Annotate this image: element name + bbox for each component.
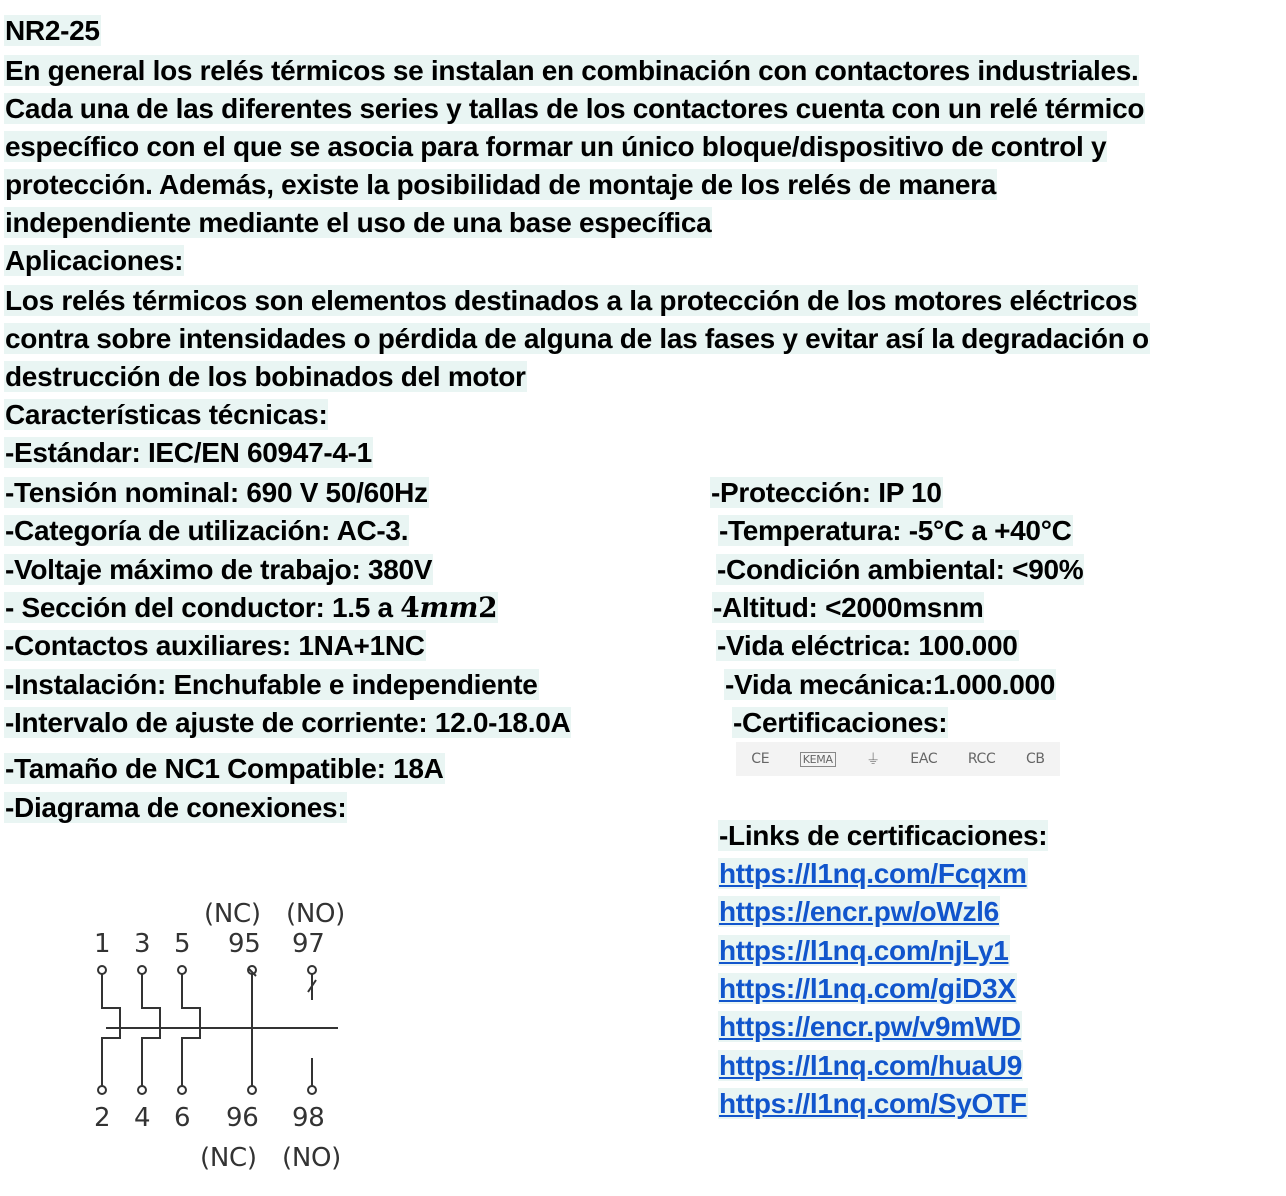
terminal-circle [178, 966, 186, 974]
terminal-label: 3 [134, 929, 151, 959]
cert-link[interactable]: https://l1nq.com/Fcqxm [719, 858, 1027, 889]
applications-heading: Aplicaciones: [5, 245, 184, 276]
cert-link[interactable]: https://encr.pw/v9mWD [719, 1011, 1021, 1042]
heater-element [102, 974, 120, 1086]
terminal-label: 2 [94, 1103, 111, 1133]
cert-link-row [718, 857, 1028, 891]
diagram-top-nc-label: (NC) [204, 899, 261, 929]
spec-right: -Protección: IP 10 [711, 477, 942, 508]
terminal-circle [98, 1086, 106, 1094]
spec-standard: -Estándar: IEC/EN 60947-4-1 [5, 437, 372, 468]
terminal-circle [308, 966, 316, 974]
spec-conductor-section: - Sección del conductor: 1.5 a 4mm2 [5, 591, 498, 624]
connection-diagram [86, 888, 376, 1188]
description-line: protección. Además, existe la posibilidad de montaje de los relés de manera [5, 169, 997, 200]
spec-left: -Contactos auxiliares: 1NA+1NC [5, 630, 425, 661]
spec-right: -Certificaciones: [733, 707, 948, 738]
applications-line: Los relés térmicos son elementos destinados a la protección de los motores eléctricos [5, 285, 1138, 316]
certification-logos [736, 742, 1060, 776]
terminal-label: 4 [134, 1103, 151, 1133]
spec-right: -Temperatura: -5°C a +40°C [719, 515, 1072, 546]
cert-link-row [718, 934, 1010, 968]
description-line: Cada una de las diferentes series y tallas de los contactores cuenta con un relé térmico [5, 93, 1145, 124]
cert-link[interactable]: https://l1nq.com/giD3X [719, 973, 1016, 1004]
cert-link-row [718, 1010, 1022, 1044]
description-line: específico con el que se asocia para formar un único bloque/dispositivo de control y [5, 131, 1107, 162]
diagram-bottom-nc-label: (NC) [200, 1143, 257, 1173]
spec-right: -Vida eléctrica: 100.000 [717, 630, 1018, 661]
diagram-heading: -Diagrama de conexiones: [5, 792, 347, 823]
spec-right: -Altitud: <2000msnm [713, 592, 984, 623]
terminal-label: 1 [94, 929, 111, 959]
ground-mark-icon: ⏚ [866, 752, 880, 768]
eac-mark-icon: EAC [910, 751, 938, 767]
cb-mark-icon: CB [1025, 751, 1045, 767]
cert-link[interactable]: https://l1nq.com/SyOTF [719, 1088, 1027, 1119]
terminal-label: 96 [226, 1103, 259, 1133]
terminal-label: 95 [228, 929, 261, 959]
terminal-circle [178, 1086, 186, 1094]
terminal-label: 98 [292, 1103, 325, 1133]
rcc-mark-icon: RCC [967, 751, 996, 767]
heater-element [182, 974, 200, 1086]
spec-right: -Vida mecánica:1.000.000 [725, 669, 1056, 700]
spec-left: -Intervalo de ajuste de corriente: 12.0-18.0A [5, 707, 571, 738]
terminal-label: 5 [174, 929, 191, 959]
cert-link[interactable]: https://l1nq.com/njLy1 [719, 935, 1009, 966]
cert-link-row [718, 895, 1000, 929]
spec-right: -Condición ambiental: <90% [717, 554, 1084, 585]
specs-heading: Características técnicas: [5, 399, 328, 430]
spec-left: -Tensión nominal: 690 V 50/60Hz [5, 477, 428, 508]
links-heading: -Links de certificaciones: [719, 820, 1048, 851]
description-line: independiente mediante el uso de una base específica [5, 207, 712, 238]
ce-mark-icon: CE [751, 751, 770, 767]
no-contact [308, 974, 316, 1086]
terminal-circle [308, 1086, 316, 1094]
terminal-circle [248, 1086, 256, 1094]
applications-line: destrucción de los bobinados del motor [5, 361, 526, 392]
cert-link-row [718, 972, 1017, 1006]
kema-mark-icon: KEMA [800, 752, 836, 767]
description-line: En general los relés térmicos se instalan en combinación con contactores industriales. [5, 55, 1139, 86]
spec-size: -Tamaño de NC1 Compatible: 18A [5, 753, 444, 784]
spec-left: -Voltaje máximo de trabajo: 380V [5, 554, 433, 585]
diagram-top-no-label: (NO) [286, 899, 346, 929]
terminal-circle [138, 1086, 146, 1094]
terminal-circle [138, 966, 146, 974]
cert-link[interactable]: https://l1nq.com/huaU9 [719, 1050, 1022, 1081]
cert-link-row [718, 1049, 1023, 1083]
terminal-label: 97 [292, 929, 325, 959]
cert-link-row [718, 1087, 1028, 1121]
spec-left: -Categoría de utilización: AC-3. [5, 515, 409, 546]
terminal-label: 6 [174, 1103, 191, 1133]
terminal-circle [98, 966, 106, 974]
heater-element [142, 974, 160, 1086]
diagram-bottom-no-label: (NO) [282, 1143, 342, 1173]
product-title: NR2-25 [5, 15, 100, 46]
applications-line: contra sobre intensidades o pérdida de alguna de las fases y evitar así la degradación o [5, 323, 1149, 354]
cert-link[interactable]: https://encr.pw/oWzl6 [719, 896, 999, 927]
spec-left: -Instalación: Enchufable e independiente [5, 669, 538, 700]
